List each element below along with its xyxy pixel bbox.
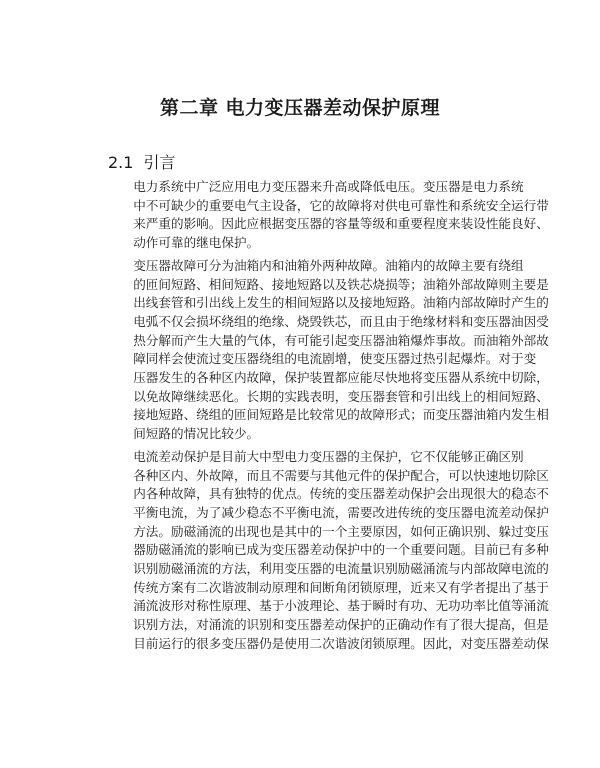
text-line: 动作可靠的继电保护。 bbox=[133, 235, 260, 251]
paragraph bbox=[108, 257, 549, 444]
body-text bbox=[108, 178, 549, 658]
text-line: 识别方法，对涌流的识别和变压器差动保护的正确动作有了很大提高，但是 bbox=[133, 617, 549, 633]
text-line: 障同样会使流过变压器绕组的电流剧增，使变压器过热引起爆炸。对于变 bbox=[133, 351, 537, 367]
text-line: 出线套管和引出线上发生的相间短路以及接地短路。油箱内部故障时产生的 bbox=[133, 295, 549, 311]
text-line: 压器发生的各种区内故障，保护装置都应能尽快地将变压器从系统中切除， bbox=[133, 370, 549, 386]
text-line: 电力系统中广泛应用电力变压器来升高或降低电压。变压器是电力系统 bbox=[133, 179, 524, 194]
text-line: 传统方案有二次谐波制动原理和间断角闭锁原理，近来又有学者提出了基于 bbox=[133, 579, 549, 595]
text-line: 方法。励磁涌流的出现也是其中的一个主要原因，如何正确识别、躲过变压 bbox=[133, 523, 549, 539]
paragraph bbox=[108, 448, 549, 654]
section-number: 2.1 bbox=[108, 153, 134, 172]
text-line: 识别励磁涌流的方法，利用变压器的电流量识别励磁涌流与内部故障电流的 bbox=[133, 561, 549, 577]
text-line: 器励磁涌流的影响已成为变压器差动保护中的一个重要问题。目前已有多种 bbox=[133, 542, 549, 558]
text-line: 电弧不仅会损坏绕组的绝缘、烧毁铁芯，而且由于绝缘材料和变压器油因受 bbox=[133, 313, 549, 329]
text-line: 涌流波形对称性原理、基于小波理论、基于瞬时有功、无功功率比值等涌流 bbox=[133, 598, 549, 614]
text-line: 内各种故障，具有独特的优点。传统的变压器差动保护会出现很大的稳态不 bbox=[133, 486, 549, 502]
text-line: 中不可缺少的重要电气主设备，它的故障将对供电可靠性和系统安全运行带 bbox=[133, 197, 549, 213]
text-line: 接地短路、绕组的匝间短路是比较常见的故障形式；而变压器油箱内发生相 bbox=[133, 407, 549, 423]
text-line: 间短路的情况比较少。 bbox=[133, 426, 260, 442]
paragraph bbox=[108, 178, 549, 253]
text-line: 来严重的影响。因此应根据变压器的容量等级和重要程度来装设性能良好、 bbox=[133, 216, 549, 232]
section-heading bbox=[108, 150, 175, 173]
text-line: 的匝间短路、相间短路、接地短路以及铁芯烧损等；油箱外部故障则主要是 bbox=[133, 276, 549, 292]
text-line: 电流差动保护是目前大中型电力变压器的主保护，它不仅能够正确区别 bbox=[133, 448, 524, 464]
text-line: 热分解而产生大量的气体，有可能引起变压器油箱爆炸事故。而油箱外部故 bbox=[133, 332, 549, 348]
text-line: 以免故障继续恶化。长期的实践表明，变压器套管和引出线上的相间短路、 bbox=[133, 388, 549, 404]
text-line: 各种区内、外故障，而且不需要与其他元件的保护配合，可以快速地切除区 bbox=[133, 467, 549, 483]
text-line: 变压器故障可分为油箱内和油箱外两种故障。油箱内的故障主要有绕组 bbox=[133, 257, 524, 273]
section-title: 引言 bbox=[143, 153, 176, 172]
chapter-title: 第二章 电力变压器差动保护原理 bbox=[159, 97, 441, 119]
text-line: 平衡电流，为了减少稳态不平衡电流，需要改进传统的变压器电流差动保护 bbox=[133, 504, 549, 520]
text-line: 目前运行的很多变压器仍是使用二次谐波闭锁原理。因此，对变压器差动保 bbox=[133, 635, 549, 651]
